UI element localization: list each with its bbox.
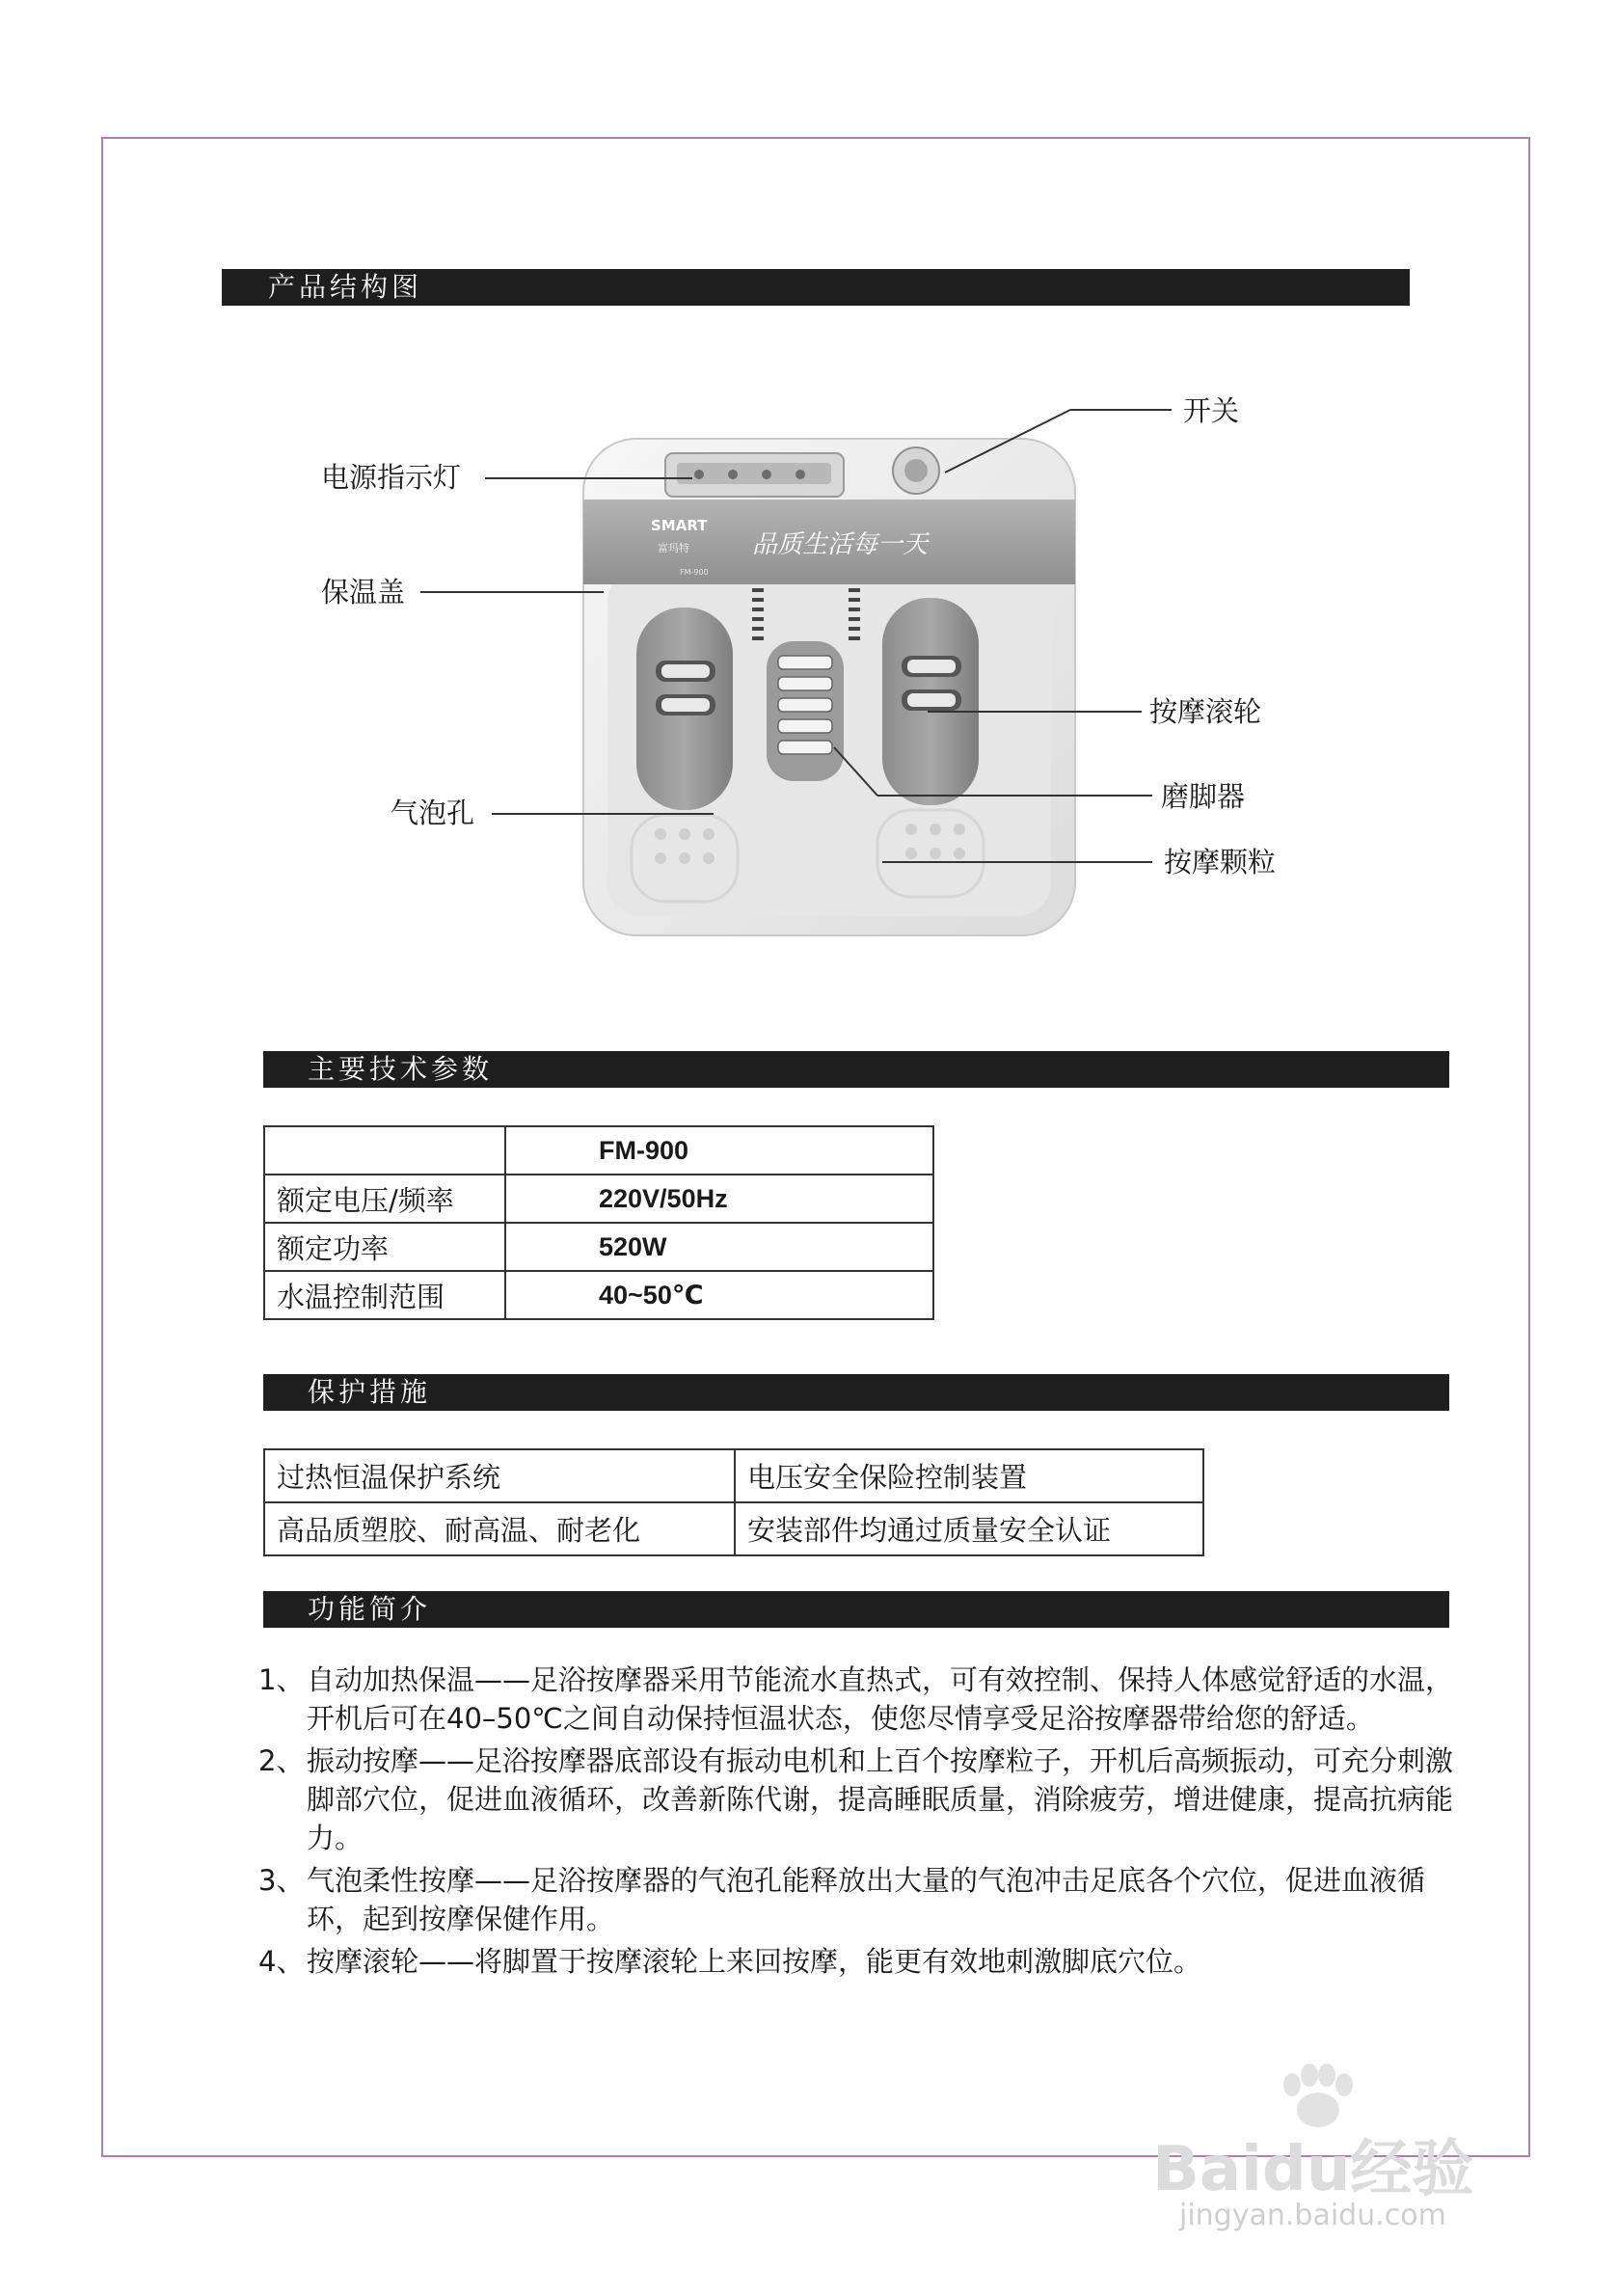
label-grinder: 磨脚器 [1161,780,1246,813]
list-item [258,1742,1464,1857]
list-item [258,1861,1464,1938]
label-roller: 按摩滚轮 [1149,695,1262,728]
list-item [258,1942,1464,1981]
function-text: 按摩滚轮——将脚置于按摩滚轮上来回按摩，能更有效地刺激脚底穴位。 [307,1945,1202,1978]
table-row [264,1271,933,1319]
section-functions-bar [263,1591,1449,1628]
protection-cell: 安装部件均通过质量安全认证 [735,1502,1203,1555]
table-row [264,1175,933,1223]
section-functions-title: 功能简介 [308,1593,432,1625]
spec-header-model: FM-900 [505,1126,933,1175]
baidu-watermark [1152,2064,1519,2237]
leader-lid [420,591,604,593]
table-row [264,1223,933,1271]
spec-header-empty [264,1126,505,1175]
label-bubble-holes: 气泡孔 [391,797,475,829]
watermark-brand: Baidu经验 [1152,2134,1474,2205]
spec-label: 水温控制范围 [264,1271,505,1319]
model-small: FM-900 [680,568,709,577]
section-specs-title: 主要技术参数 [308,1053,494,1085]
spec-label: 额定电压/频率 [264,1175,505,1223]
label-switch: 开关 [1183,394,1240,427]
section-structure-title: 产品结构图 [268,271,423,303]
label-lid: 保温盖 [321,576,406,608]
slogan: 品质生活每一天 [752,530,929,559]
table-row [264,1126,933,1175]
leader-massage-particles [882,861,1152,863]
leader-roller [928,711,1142,713]
leader-bubble-holes [492,813,714,815]
function-text: 振动按摩——足浴按摩器底部设有振动电机和上百个按摩粒子，开机后高频振动，可充分刺激脚部穴位，促进血液循环，改善新陈代谢，提高睡眠质量，消除疲劳，增进健康，提高抗病能力。 [307,1744,1454,1854]
leader-grinder [829,743,1157,800]
brand-logo: SMART [651,517,708,534]
function-number: 3、 [258,1864,305,1897]
section-specs-bar [263,1051,1449,1088]
function-number: 2、 [258,1744,305,1777]
protection-table [263,1448,1204,1556]
leader-power-light [485,477,692,479]
spec-value: 520W [505,1223,933,1271]
spec-label: 额定功率 [264,1223,505,1271]
function-text: 自动加热保温——足浴按摩器采用节能流水直热式，可有效控制、保持人体感觉舒适的水温，开机后可在40–50℃之间自动保持恒温状态，使您尽情享受足浴按摩器带给您的舒适。 [307,1663,1454,1735]
foot-spa-diagram [569,424,1090,945]
label-power-light: 电源指示灯 [321,461,462,494]
section-protection-bar [263,1374,1449,1411]
section-structure-bar [222,269,1410,306]
watermark-url: jingyan.baidu.com [1179,2199,1446,2232]
table-row [264,1449,1203,1502]
spec-table [263,1125,934,1320]
spec-value: 40~50℃ [505,1271,933,1319]
brand-cn: 富玛特 [658,542,689,554]
function-list [258,1661,1464,1981]
leader-switch [935,405,1176,477]
function-text: 气泡柔性按摩——足浴按摩器的气泡孔能释放出大量的气泡冲击足底各个穴位，促进血液循环，起到按摩保健作用。 [307,1864,1426,1935]
section-protection-title: 保护措施 [308,1376,432,1408]
protection-cell: 高品质塑胶、耐高温、耐老化 [264,1502,735,1555]
table-row [264,1502,1203,1555]
function-number: 1、 [258,1663,305,1696]
list-item [258,1661,1464,1738]
spec-value: 220V/50Hz [505,1175,933,1223]
protection-cell: 电压安全保险控制装置 [735,1449,1203,1502]
label-massage-particles: 按摩颗粒 [1164,846,1277,878]
function-number: 4、 [258,1945,305,1978]
protection-cell: 过热恒温保护系统 [264,1449,735,1502]
